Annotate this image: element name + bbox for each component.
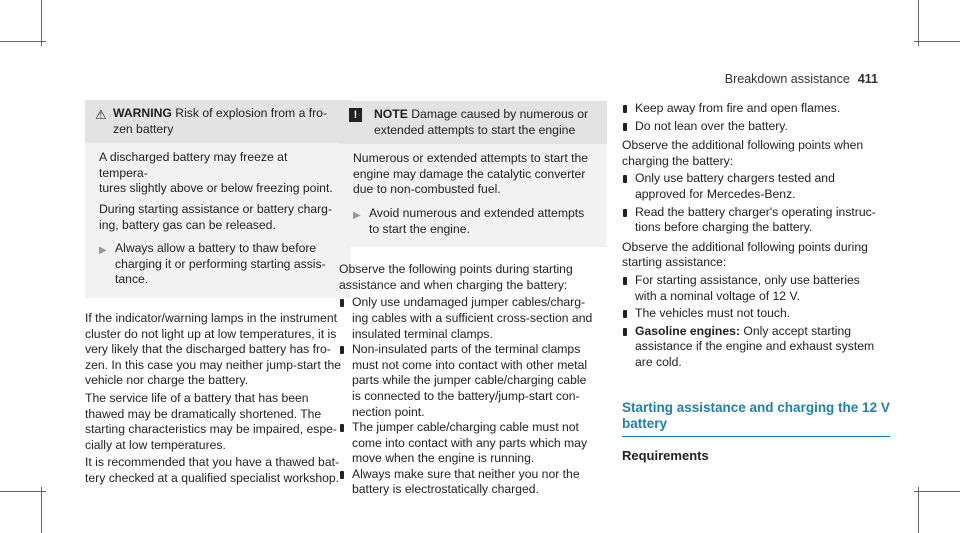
warning-label: WARNING [113, 106, 172, 120]
note-action-text: Avoid numerous and extended attempts to start the engine. [369, 205, 585, 236]
warning-box [85, 100, 351, 298]
exclamation-icon: ! [349, 108, 362, 122]
list-item: Read the battery charger's operating instruc- tions before charging the battery. [622, 205, 890, 236]
note-action [353, 206, 593, 237]
crop-mark [914, 491, 960, 492]
column-3 [622, 101, 890, 463]
crop-mark [0, 41, 46, 42]
note-header [339, 101, 607, 144]
col1-text [85, 311, 351, 487]
list-item: Non-insulated parts of the terminal clamps must not come into contact with other metal parts while the jumper cable/charging cable is connected to the battery/jump-start con- nection point. [339, 342, 607, 420]
warning-triangle-icon: ⚠ [95, 107, 107, 122]
note-label: NOTE [374, 107, 408, 121]
section-title: Starting assistance and charging the 12 V battery [622, 400, 890, 437]
list-item: Always make sure that neither you nor the battery is electrostatically charged. [339, 467, 607, 498]
note-heading: Damage caused by numerous or extended attempts to start the engine [374, 107, 589, 137]
header-section: Breakdown assistance [724, 72, 850, 86]
intro-paragraph: Observe the additional following points when charging the battery: [622, 138, 864, 168]
crop-mark [41, 487, 42, 533]
paragraph: The service life of a battery that has been thawed may be dramatically shortened. The starting characteristics may be impaired, espe- cially at low temperatures. [85, 390, 337, 452]
action-arrow-icon: ▶ [353, 209, 361, 221]
warning-paragraph: A discharged battery may freeze at tempera- tures slightly above or below freezing point. [99, 150, 333, 196]
paragraph: If the indicator/warning lamps in the instrument cluster do not light up at low temperatures, it is very likely that the discharged battery has fro- zen. In this case you may neither jump-start the vehicle nor charge the battery. [85, 310, 342, 388]
list-item: Do not lean over the battery. [622, 119, 890, 135]
list-item: Only use undamaged jumper cables/charg- ing cables with a sufficient cross-section and insulated terminal clamps. [339, 295, 607, 342]
page-number: 411 [857, 72, 878, 86]
note-paragraph: Numerous or extended attempts to start the engine may damage the catalytic converter due to non-combusted fuel. [353, 151, 589, 197]
page-header [725, 72, 878, 86]
requirements-heading: Requirements [622, 447, 709, 463]
paragraph: It is recommended that you have a thawed bat- tery checked at a qualified specialist workshop. [85, 455, 340, 485]
crop-mark [918, 0, 919, 46]
note-title-text [374, 107, 588, 138]
warning-header [85, 100, 351, 143]
list-item: The vehicles must not touch. [622, 306, 890, 322]
list-item: Keep away from fire and open flames. [622, 101, 890, 117]
warning-paragraph: During starting assistance or battery charg- ing, battery gas can be released. [99, 201, 333, 232]
warning-action-text: Always allow a battery to thaw before charging it or performing starting assis- tance. [115, 241, 326, 287]
col2-text [339, 262, 607, 498]
column-2 [339, 101, 607, 498]
list-item: For starting assistance, only use batteries with a nominal voltage of 12 V. [622, 273, 890, 304]
action-arrow-icon: ▶ [99, 245, 107, 257]
warning-action [99, 241, 337, 288]
intro-paragraph: Observe the following points during starting assistance and when charging the battery: [339, 262, 573, 292]
crop-mark [918, 487, 919, 533]
crop-mark [0, 491, 46, 492]
crop-mark [914, 41, 960, 42]
list-item-text: Only accept starting assistance if the engine and exhaust system are cold. [635, 323, 875, 369]
list-item: Only use battery chargers tested and approved for Mercedes-Benz. [622, 171, 890, 202]
bold-label: Gasoline engines: [635, 323, 740, 338]
note-body [339, 144, 607, 247]
warning-heading: Risk of explosion from a fro- zen battery [113, 106, 328, 136]
column-1 [85, 100, 351, 488]
intro-paragraph: Observe the additional following points during starting assistance: [622, 239, 868, 270]
list-item: The jumper cable/charging cable must not come into contact with any parts which may move when the engine is running. [339, 420, 607, 467]
crop-mark [41, 0, 42, 46]
note-box [339, 101, 607, 247]
warning-title-text [113, 106, 327, 137]
warning-body [85, 143, 351, 298]
list-item [622, 324, 890, 371]
